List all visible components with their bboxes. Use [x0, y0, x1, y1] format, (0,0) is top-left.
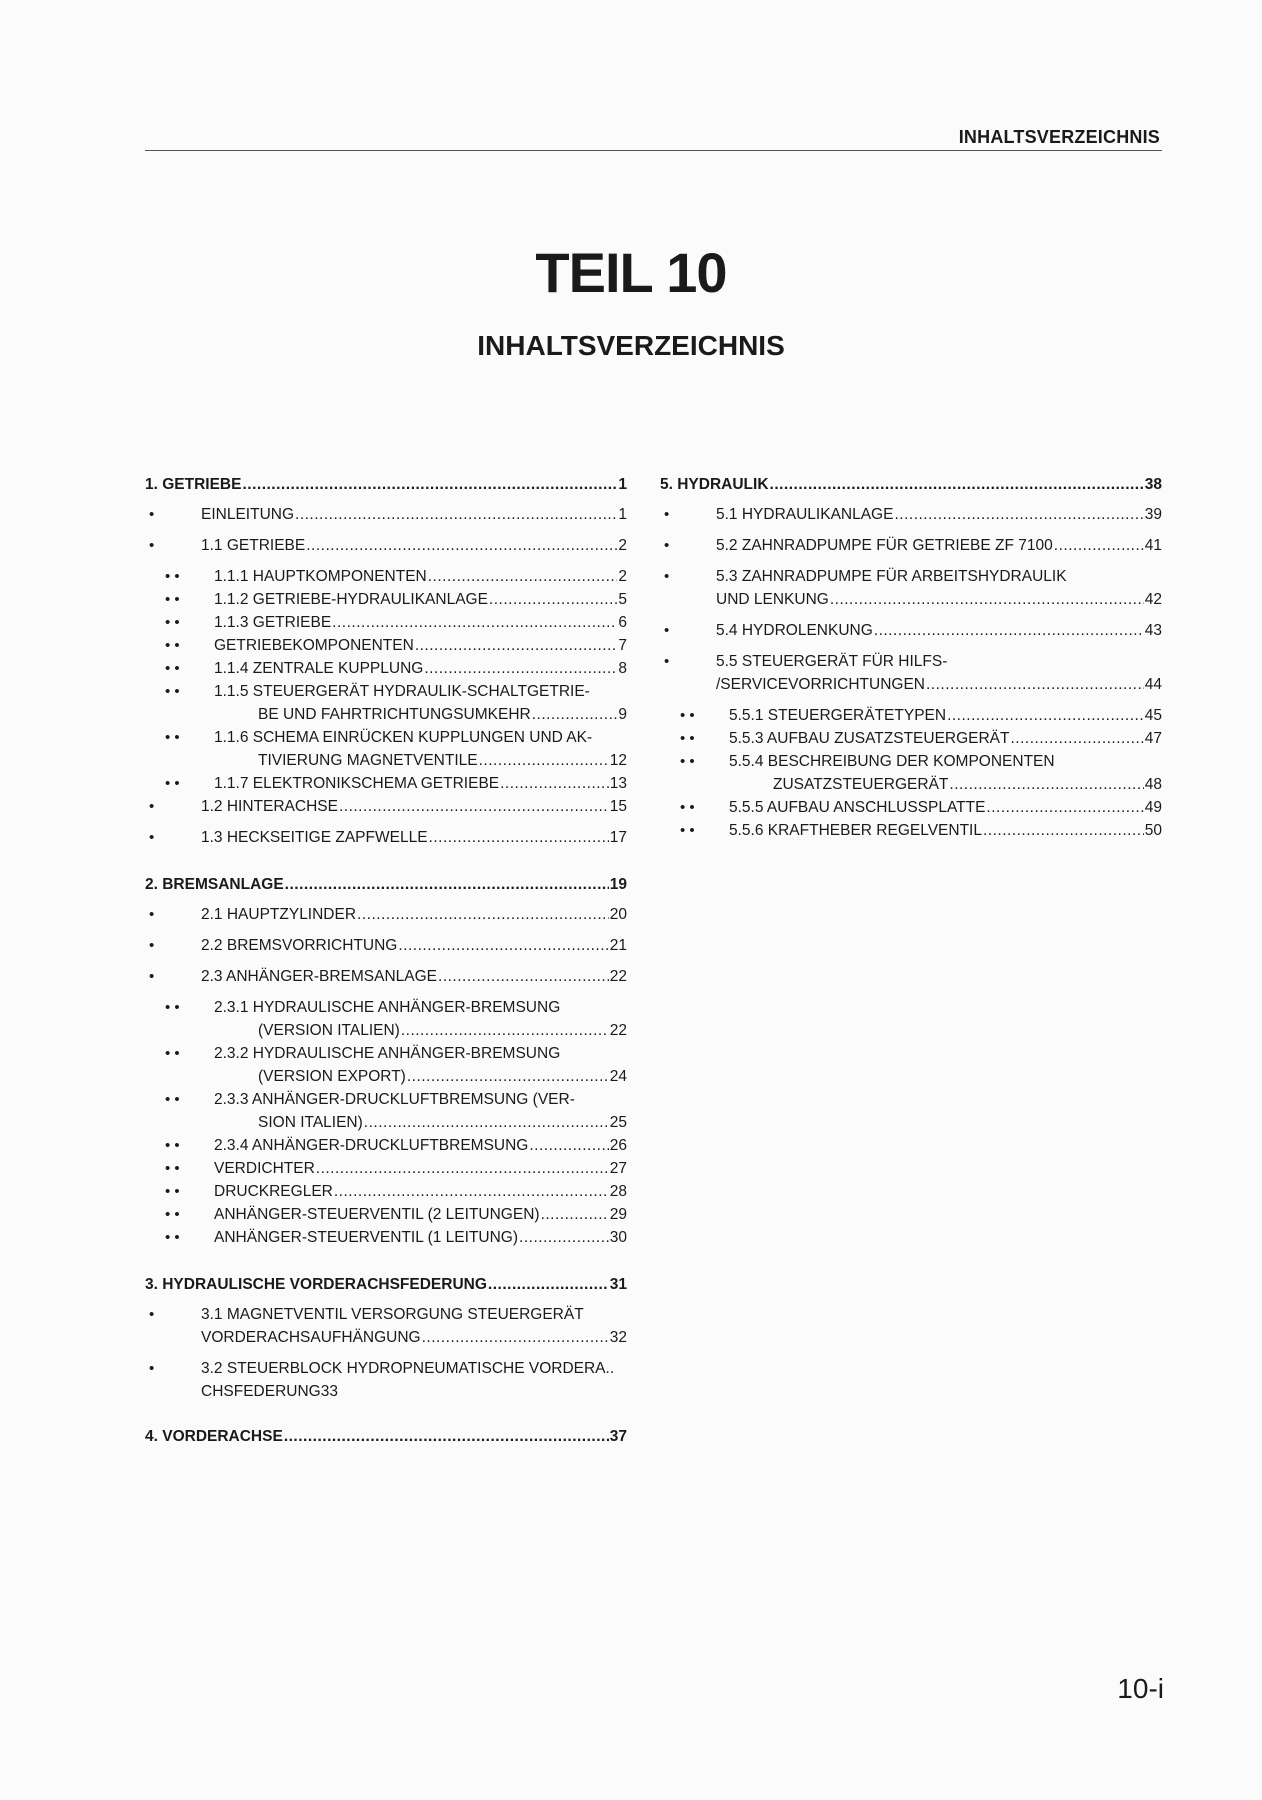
toc-line: [201, 965, 627, 988]
toc-entry-text: 5.5.5 AUFBAU ANSCHLUSSPLATTE: [729, 799, 986, 816]
toc-entry: [145, 634, 627, 657]
toc-page-number: 17: [609, 829, 627, 846]
toc-entry: [145, 1357, 627, 1403]
dot-leader: [488, 1273, 609, 1296]
dot-leader: [770, 473, 1144, 496]
toc-line: [214, 1203, 627, 1226]
toc-page-number: 8: [618, 660, 627, 677]
toc-section: [145, 473, 627, 849]
toc-page-number: 30: [609, 1229, 627, 1246]
toc-entry: [660, 727, 1162, 750]
dot-leader: [285, 873, 609, 896]
toc-page-number: 7: [618, 637, 627, 654]
bullet-icon: • •: [165, 1206, 180, 1223]
toc-entry: [145, 657, 627, 680]
dot-leader: [926, 673, 1144, 696]
toc-entry: [660, 796, 1162, 819]
toc-entry-text: 2.3 ANHÄNGER-BREMSANLAGE: [201, 968, 438, 985]
toc-line: [214, 1134, 627, 1157]
dot-leader: [407, 1065, 609, 1088]
toc-section-heading: [660, 473, 1162, 496]
toc-line: [201, 826, 627, 849]
toc-section: [145, 873, 627, 1249]
dot-leader: [1054, 534, 1144, 557]
toc-entry-text: BE UND FAHRTRICHTUNGSUMKEHR: [258, 706, 531, 723]
toc-entry-text: 2.1 HAUPTZYLINDER: [201, 906, 357, 923]
dot-leader: [983, 819, 1144, 842]
toc-entry: [145, 1203, 627, 1226]
page-number: 10-i: [1117, 1673, 1164, 1704]
bullet-icon: •: [149, 906, 155, 923]
toc-page-number: 38: [1144, 476, 1162, 493]
toc-entry: [145, 565, 627, 588]
toc-line: [201, 903, 627, 926]
toc-entry: [145, 1226, 627, 1249]
header-rule: [145, 150, 1162, 151]
toc-page-number: 1: [618, 506, 627, 523]
toc-entry: [145, 680, 627, 726]
bullet-icon: • •: [680, 799, 695, 816]
dot-leader: [529, 1134, 608, 1157]
bullet-icon: •: [149, 1360, 155, 1377]
toc-entry: [660, 619, 1162, 642]
toc-entry-text: DRUCKREGLER: [214, 1183, 333, 1200]
toc-page-number: 28: [609, 1183, 627, 1200]
dot-leader: [894, 503, 1143, 526]
toc-entry-text: 2.3.2 HYDRAULISCHE ANHÄNGER-BREMSUNG: [214, 1045, 561, 1062]
toc-line: [729, 819, 1162, 842]
toc-entry: [145, 1134, 627, 1157]
toc-entry-text: TIVIERUNG MAGNETVENTILE: [258, 752, 478, 769]
toc-entry-text: EINLEITUNG: [201, 506, 295, 523]
toc-entry: [660, 819, 1162, 842]
bullet-icon: • •: [680, 822, 695, 839]
toc-page-number: 22: [609, 968, 627, 985]
dot-leader: [489, 588, 617, 611]
toc-entry-text: 5.5.6 KRAFTHEBER REGELVENTIL: [729, 822, 982, 839]
toc-entry: [145, 795, 627, 818]
toc-page-number: 5: [618, 591, 627, 608]
bullet-icon: • •: [680, 707, 695, 724]
toc-column-left: [145, 473, 627, 1471]
bullet-icon: •: [664, 506, 670, 523]
toc-entry: [145, 1180, 627, 1203]
toc-page-number: 32: [609, 1329, 627, 1346]
toc-page-number: 20: [609, 906, 627, 923]
toc-entry-text: ANHÄNGER-STEUERVENTIL (2 LEITUNGEN): [214, 1206, 540, 1223]
toc-page-number: 41: [1144, 537, 1162, 554]
toc-line: [214, 657, 627, 680]
bullet-icon: •: [149, 798, 155, 815]
toc-section: [145, 1273, 627, 1403]
dot-leader: [532, 703, 618, 726]
running-header: INHALTSVERZEICHNIS: [958, 127, 1160, 147]
toc-entry-text: VORDERACHSAUFHÄNGUNG: [201, 1329, 421, 1346]
toc-page-number: 42: [1144, 591, 1162, 608]
toc-entry-text: GETRIEBEKOMPONENTEN: [214, 637, 414, 654]
toc-page-number: 49: [1144, 799, 1162, 816]
toc-entry-text: 1.1 GETRIEBE: [201, 537, 306, 554]
bullet-icon: • •: [165, 637, 180, 654]
toc-line: [145, 1273, 627, 1296]
toc-entry-text: 1.1.1 HAUPTKOMPONENTEN: [214, 568, 427, 585]
toc-section: [660, 473, 1162, 842]
bullet-icon: •: [149, 968, 155, 985]
toc-line: [214, 1065, 627, 1088]
toc-line: [214, 703, 627, 726]
toc-page-number: 44: [1144, 676, 1162, 693]
bullet-icon: • •: [680, 730, 695, 747]
toc-page-number: 2: [618, 537, 627, 554]
toc-entry: [145, 503, 627, 526]
toc-entry-text: 2.3.3 ANHÄNGER-DRUCKLUFTBREMSUNG (VER-: [214, 1091, 575, 1108]
bullet-icon: •: [149, 829, 155, 846]
toc-page-number: 29: [609, 1206, 627, 1223]
toc-entry: [145, 588, 627, 611]
toc-line: [214, 1226, 627, 1249]
toc-page-number: 50: [1144, 822, 1162, 839]
toc-line: [214, 611, 627, 634]
toc-line: [716, 673, 1162, 696]
bullet-icon: •: [149, 937, 155, 954]
bullet-icon: • •: [165, 683, 180, 700]
toc-entry-text: CHSFEDERUNG33: [201, 1383, 338, 1400]
toc-line: [214, 1111, 627, 1134]
bullet-icon: •: [664, 653, 670, 670]
toc-line: [660, 473, 1162, 496]
toc-section: [145, 1425, 627, 1448]
bullet-icon: • •: [165, 660, 180, 677]
toc-line: [145, 473, 627, 496]
dot-leader: [500, 772, 609, 795]
toc-entry: [660, 503, 1162, 526]
bullet-icon: • •: [165, 1229, 180, 1246]
toc-entry: [145, 1303, 627, 1349]
bullet-icon: •: [664, 568, 670, 585]
toc-entry-text: 5.2 ZAHNRADPUMPE FÜR GETRIEBE ZF 7100: [716, 537, 1053, 554]
dot-leader: [519, 1226, 609, 1249]
toc-line: [729, 727, 1162, 750]
toc-section-heading: [145, 1425, 627, 1448]
toc-entry-text: 2.2 BREMSVORRICHTUNG: [201, 937, 398, 954]
toc-entry-text: 1.1.5 STEUERGERÄT HYDRAULIK-SCHALTGETRIE-: [214, 683, 590, 700]
toc-line: [214, 772, 627, 795]
toc-page-number: 6: [618, 614, 627, 631]
dot-leader: [541, 1203, 609, 1226]
toc-entry: [660, 565, 1162, 611]
toc-entry-text: 1.1.6 SCHEMA EINRÜCKEN KUPPLUNGEN UND AK-: [214, 729, 593, 746]
toc-entry-text: 1.2 HINTERACHSE: [201, 798, 338, 815]
toc-entry: [145, 1088, 627, 1134]
toc-line: [201, 795, 627, 818]
dot-leader: [339, 795, 609, 818]
toc-line: [716, 619, 1162, 642]
dot-leader: [947, 704, 1144, 727]
toc-line: [729, 773, 1162, 796]
bullet-icon: • •: [165, 1137, 180, 1154]
bullet-icon: • •: [680, 753, 695, 770]
bullet-icon: • •: [165, 568, 180, 585]
toc-entry: [145, 903, 627, 926]
toc-page-number: 37: [609, 1428, 627, 1445]
toc-entry: [145, 772, 627, 795]
dot-leader: [424, 657, 617, 680]
dot-leader: [401, 1019, 609, 1042]
toc-entry: [145, 996, 627, 1042]
toc-entry-text: 3.2 STEUERBLOCK HYDROPNEUMATISCHE VORDERA..: [201, 1360, 615, 1377]
dot-leader: [364, 1111, 609, 1134]
toc-entry: [145, 1042, 627, 1088]
toc-section-heading: [145, 473, 627, 496]
toc-column-right: [660, 473, 1162, 865]
toc-entry-text: 5.5.1 STEUERGERÄTETYPEN: [729, 707, 947, 724]
bullet-icon: •: [149, 537, 155, 554]
dot-leader: [438, 965, 609, 988]
toc-entry: [145, 965, 627, 988]
toc-line: [201, 534, 627, 557]
dot-leader: [479, 749, 609, 772]
toc-line: [201, 1380, 627, 1403]
toc-line: [214, 588, 627, 611]
toc-entry-text: 2.3.4 ANHÄNGER-DRUCKLUFTBREMSUNG: [214, 1137, 529, 1154]
toc-page-number: 22: [609, 1022, 627, 1039]
toc-page-number: 24: [609, 1068, 627, 1085]
toc-line: [201, 934, 627, 957]
bullet-icon: •: [664, 537, 670, 554]
dot-leader: [316, 1157, 609, 1180]
toc-line: [729, 796, 1162, 819]
dot-leader: [284, 1425, 609, 1448]
toc-entry: [660, 704, 1162, 727]
toc-page-number: 1: [618, 476, 627, 493]
toc-page-number: 43: [1144, 622, 1162, 639]
page-title: TEIL 10: [535, 241, 727, 304]
toc-line: [214, 634, 627, 657]
dot-leader: [242, 473, 617, 496]
page-subtitle: INHALTSVERZEICHNIS: [477, 330, 785, 361]
toc-entry-text: 3.1 MAGNETVENTIL VERSORGUNG STEUERGERÄT: [201, 1306, 584, 1323]
toc-entry-text: 5.3 ZAHNRADPUMPE FÜR ARBEITSHYDRAULIK: [716, 568, 1067, 585]
dot-leader: [306, 534, 617, 557]
toc-section-title: 2. BREMSANLAGE: [145, 876, 284, 893]
toc-line: [716, 588, 1162, 611]
toc-line: [214, 1019, 627, 1042]
toc-entry-text: ZUSATZSTEUERGERÄT: [773, 776, 949, 793]
dot-leader: [986, 796, 1143, 819]
toc-line: [145, 1425, 627, 1448]
toc-page-number: 2: [618, 568, 627, 585]
toc-section-title: 3. HYDRAULISCHE VORDERACHSFEDERUNG: [145, 1276, 487, 1293]
dot-leader: [332, 611, 617, 634]
toc-line: [214, 749, 627, 772]
toc-entry-text: 5.5.3 AUFBAU ZUSATZSTEUERGERÄT: [729, 730, 1010, 747]
bullet-icon: •: [149, 506, 155, 523]
toc-line: [716, 503, 1162, 526]
toc-entry-text: SION ITALIEN): [258, 1114, 363, 1131]
dot-leader: [398, 934, 608, 957]
toc-entry-text: UND LENKUNG: [716, 591, 829, 608]
bullet-icon: • •: [165, 591, 180, 608]
toc-entry-text: VERDICHTER: [214, 1160, 315, 1177]
dot-leader: [949, 773, 1143, 796]
toc-entry-text: 5.5.4 BESCHREIBUNG DER KOMPONENTEN: [729, 753, 1055, 770]
toc-page-number: 27: [609, 1160, 627, 1177]
dot-leader: [415, 634, 618, 657]
toc-page-number: 15: [609, 798, 627, 815]
toc-entry-text: 1.3 HECKSEITIGE ZAPFWELLE: [201, 829, 428, 846]
toc-page-number: 21: [609, 937, 627, 954]
toc-entry: [145, 726, 627, 772]
toc-entry-text: ANHÄNGER-STEUERVENTIL (1 LEITUNG): [214, 1229, 519, 1246]
toc-section-title: 5. HYDRAULIK: [660, 476, 769, 493]
bullet-icon: • •: [165, 1045, 180, 1062]
toc-section-heading: [145, 873, 627, 896]
bullet-icon: • •: [165, 1160, 180, 1177]
toc-line: [214, 565, 627, 588]
toc-line: [214, 1180, 627, 1203]
toc-page-number: 12: [609, 752, 627, 769]
dot-leader: [429, 826, 609, 849]
dot-leader: [295, 503, 617, 526]
toc-page-number: 45: [1144, 707, 1162, 724]
toc-entry-text: 5.1 HYDRAULIKANLAGE: [716, 506, 894, 523]
toc-entry: [145, 934, 627, 957]
toc-entry-text: 1.1.3 GETRIEBE: [214, 614, 332, 631]
toc-line: [716, 534, 1162, 557]
dot-leader: [334, 1180, 609, 1203]
bullet-icon: • •: [165, 999, 180, 1016]
toc-page-number: 31: [609, 1276, 627, 1293]
dot-leader: [422, 1326, 609, 1349]
bullet-icon: •: [149, 1306, 155, 1323]
bullet-icon: • •: [165, 729, 180, 746]
toc-line: [201, 1326, 627, 1349]
toc-entry-text: 2.3.1 HYDRAULISCHE ANHÄNGER-BREMSUNG: [214, 999, 561, 1016]
toc-entry-text: 1.1.2 GETRIEBE-HYDRAULIKANLAGE: [214, 591, 488, 608]
toc-entry-text: 5.5 STEUERGERÄT FÜR HILFS-: [716, 653, 948, 670]
toc-entry: [145, 611, 627, 634]
toc-entry: [145, 1157, 627, 1180]
toc-page-number: 26: [609, 1137, 627, 1154]
bullet-icon: • •: [165, 1091, 180, 1108]
toc-entry-text: 5.4 HYDROLENKUNG: [716, 622, 873, 639]
bullet-icon: • •: [165, 1183, 180, 1200]
toc-line: [729, 704, 1162, 727]
toc-page-number: 47: [1144, 730, 1162, 747]
dot-leader: [428, 565, 618, 588]
bullet-icon: • •: [165, 775, 180, 792]
bullet-icon: • •: [165, 614, 180, 631]
toc-line: [214, 1157, 627, 1180]
dot-leader: [830, 588, 1144, 611]
toc-page-number: 25: [609, 1114, 627, 1131]
dot-leader: [357, 903, 609, 926]
toc-line: [145, 873, 627, 896]
toc-entry-text: /SERVICEVORRICHTUNGEN: [716, 676, 925, 693]
toc-section-heading: [145, 1273, 627, 1296]
toc-page-number: 48: [1144, 776, 1162, 793]
toc-page-number: 39: [1144, 506, 1162, 523]
bullet-icon: •: [664, 622, 670, 639]
toc-entry: [145, 534, 627, 557]
toc-entry: [660, 534, 1162, 557]
toc-page-number: 13: [609, 775, 627, 792]
toc-entry: [660, 750, 1162, 796]
toc-page-number: 19: [609, 876, 627, 893]
toc-entry-text: (VERSION EXPORT): [258, 1068, 406, 1085]
toc-entry-text: 1.1.7 ELEKTRONIKSCHEMA GETRIEBE: [214, 775, 500, 792]
toc-entry-text: (VERSION ITALIEN): [258, 1022, 400, 1039]
toc-page-number: 9: [618, 706, 627, 723]
toc-entry: [145, 826, 627, 849]
toc-entry-text: 1.1.4 ZENTRALE KUPPLUNG: [214, 660, 424, 677]
dot-leader: [1011, 727, 1144, 750]
toc-section-title: 4. VORDERACHSE: [145, 1428, 283, 1445]
dot-leader: [874, 619, 1144, 642]
toc-entry: [660, 650, 1162, 696]
toc-line: [201, 503, 627, 526]
toc-section-title: 1. GETRIEBE: [145, 476, 242, 493]
